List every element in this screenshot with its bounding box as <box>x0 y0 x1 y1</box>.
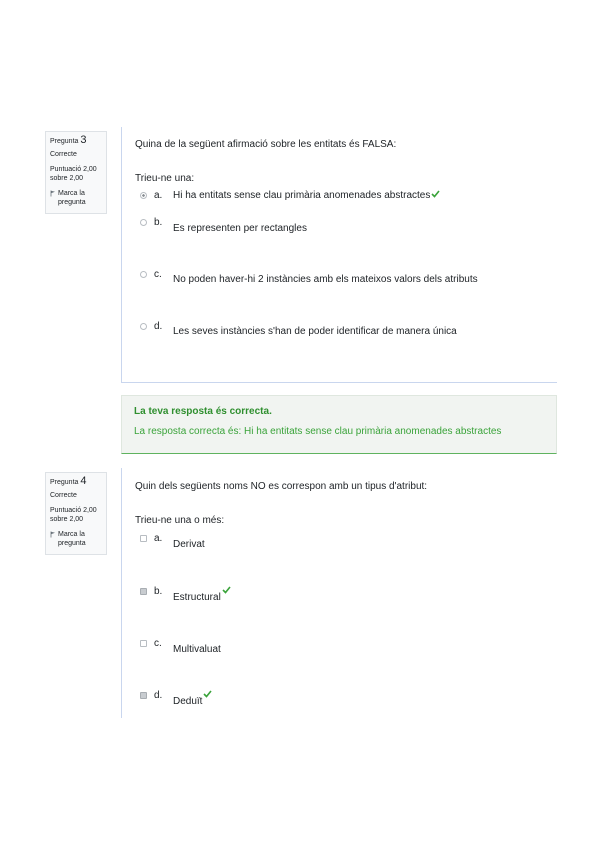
answer-feedback <box>121 395 557 454</box>
checkbox[interactable] <box>140 535 147 542</box>
question-content-3 <box>121 127 557 383</box>
radio-button[interactable] <box>140 192 147 199</box>
answer-option-d[interactable]: d. Deduït <box>140 690 212 704</box>
question-number: Pregunta 4 <box>50 475 87 487</box>
answer-option-a[interactable]: a. Derivat <box>140 533 205 547</box>
flag-question-button[interactable] <box>50 189 102 207</box>
question-state: Correcte <box>50 492 77 499</box>
answer-option-d[interactable]: d. Les seves instàncies s'han de poder identificar de manera única <box>140 321 457 335</box>
question-state: Correcte <box>50 151 77 158</box>
feedback-right-answer: La resposta correcta és: Hi ha entitats sense clau primària anomenades abstractes <box>134 426 502 437</box>
question-text: Quin dels següents noms NO es correspon amb un tipus d'atribut: <box>135 481 428 492</box>
answer-option-c[interactable]: c. No poden haver-hi 2 instàncies amb els mateixos valors dels atributs <box>140 269 478 283</box>
flag-icon <box>50 190 56 197</box>
answer-option-b[interactable]: b. Es representen per rectangles <box>140 217 307 231</box>
checkbox[interactable] <box>140 640 147 647</box>
radio-button[interactable] <box>140 219 147 226</box>
answer-option-a[interactable]: a. Hi ha entitats sense clau primària anomenades abstractes <box>140 190 440 204</box>
feedback-status: La teva resposta és correcta. <box>134 406 272 417</box>
answer-option-c[interactable]: c. Multivaluat <box>140 638 221 652</box>
checkbox[interactable] <box>140 692 147 699</box>
question-content-4 <box>121 468 557 718</box>
answer-option-b[interactable]: b. Estructural <box>140 586 231 600</box>
question-grade: Puntuació 2,00 sobre 2,00 <box>50 166 97 182</box>
flag-icon <box>50 531 56 538</box>
question-number: Pregunta 3 <box>50 134 87 146</box>
correct-check-icon <box>203 690 212 698</box>
flag-question-label: Marca la pregunta <box>58 531 86 547</box>
flag-question-label: Marca la pregunta <box>58 190 86 206</box>
question-info-4 <box>45 472 107 555</box>
question-text: Quina de la següent afirmació sobre les entitats és FALSA: <box>135 139 397 150</box>
flag-question-button[interactable] <box>50 530 102 548</box>
radio-button[interactable] <box>140 271 147 278</box>
radio-button[interactable] <box>140 323 147 330</box>
correct-check-icon <box>222 586 231 594</box>
answer-prompt: Trieu-ne una: <box>135 173 195 184</box>
checkbox[interactable] <box>140 588 147 595</box>
correct-check-icon <box>431 190 440 198</box>
question-grade: Puntuació 2,00 sobre 2,00 <box>50 507 97 523</box>
question-info-3 <box>45 131 107 214</box>
answer-prompt: Trieu-ne una o més: <box>135 515 225 526</box>
